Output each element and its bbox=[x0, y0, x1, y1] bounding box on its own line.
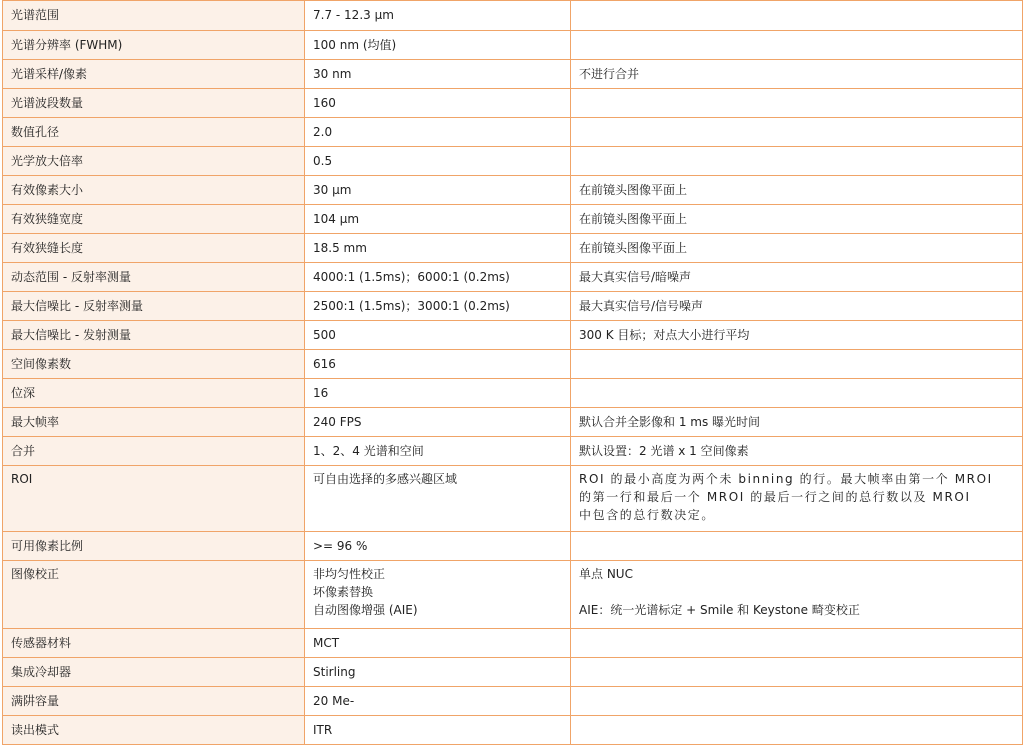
spec-note bbox=[571, 118, 1023, 147]
spec-value: 16 bbox=[305, 379, 571, 408]
table-row bbox=[3, 350, 1023, 379]
spec-label: 图像校正 bbox=[3, 561, 305, 629]
value-line: 非均匀性校正 bbox=[313, 567, 386, 581]
spec-note: 不进行合并 bbox=[571, 60, 1023, 89]
table-row bbox=[3, 687, 1023, 716]
spec-note: 300 K 目标；对点大小进行平均 bbox=[571, 321, 1023, 350]
spec-label: 光谱波段数量 bbox=[3, 89, 305, 118]
spec-value: 7.7 - 12.3 µm bbox=[305, 1, 571, 31]
spec-label: 最大信噪比 - 反射率测量 bbox=[3, 292, 305, 321]
spec-note bbox=[571, 31, 1023, 60]
spec-label: 可用像素比例 bbox=[3, 532, 305, 561]
spec-note bbox=[571, 532, 1023, 561]
spec-note: 默认合并全影像和 1 ms 曝光时间 bbox=[571, 408, 1023, 437]
spec-note bbox=[571, 629, 1023, 658]
table-row bbox=[3, 321, 1023, 350]
spec-value bbox=[305, 561, 571, 629]
spec-label: 集成冷却器 bbox=[3, 658, 305, 687]
note-line: 中包含的总行数决定。 bbox=[579, 508, 716, 522]
spec-value: 1、2、4 光谱和空间 bbox=[305, 437, 571, 466]
spec-label: 位深 bbox=[3, 379, 305, 408]
spec-value: 616 bbox=[305, 350, 571, 379]
spec-sheet bbox=[2, 0, 1022, 745]
spec-value: 240 FPS bbox=[305, 408, 571, 437]
spec-value: 500 bbox=[305, 321, 571, 350]
value-line: 坏像素替换 bbox=[313, 585, 374, 599]
spec-value: 2500:1 (1.5ms)；3000:1 (0.2ms) bbox=[305, 292, 571, 321]
table-row-roi bbox=[3, 466, 1023, 532]
spec-label: 传感器材料 bbox=[3, 629, 305, 658]
note-gap bbox=[579, 583, 1014, 601]
spec-label: 空间像素数 bbox=[3, 350, 305, 379]
spec-label: 数值孔径 bbox=[3, 118, 305, 147]
spec-note bbox=[571, 379, 1023, 408]
spec-note bbox=[571, 658, 1023, 687]
spec-label: 有效狭缝长度 bbox=[3, 234, 305, 263]
spec-note bbox=[571, 687, 1023, 716]
spec-label: 光谱范围 bbox=[3, 1, 305, 31]
note-line: ROI 的最小高度为两个未 binning 的行。最大帧率由第一个 MROI bbox=[579, 472, 993, 486]
spec-label: 光谱采样/像素 bbox=[3, 60, 305, 89]
note-line: 的第一行和最后一个 MROI 的最后一行之间的总行数以及 MROI bbox=[579, 490, 971, 504]
table-row bbox=[3, 1, 1023, 31]
spec-note: 在前镜头图像平面上 bbox=[571, 176, 1023, 205]
table-row bbox=[3, 89, 1023, 118]
spec-label: 最大信噪比 - 发射测量 bbox=[3, 321, 305, 350]
spec-note bbox=[571, 716, 1023, 745]
spec-label: 最大帧率 bbox=[3, 408, 305, 437]
table-row bbox=[3, 716, 1023, 745]
table-row bbox=[3, 437, 1023, 466]
spec-label: 有效像素大小 bbox=[3, 176, 305, 205]
spec-value: ITR bbox=[305, 716, 571, 745]
spec-value: 20 Me- bbox=[305, 687, 571, 716]
spec-value: 4000:1 (1.5ms)；6000:1 (0.2ms) bbox=[305, 263, 571, 292]
spec-value: 30 µm bbox=[305, 176, 571, 205]
spec-note: 在前镜头图像平面上 bbox=[571, 205, 1023, 234]
spec-label: ROI bbox=[3, 466, 305, 532]
spec-note: 最大真实信号/信号噪声 bbox=[571, 292, 1023, 321]
spec-value: 160 bbox=[305, 89, 571, 118]
spec-label: 动态范围 - 反射率测量 bbox=[3, 263, 305, 292]
table-row bbox=[3, 263, 1023, 292]
spec-value: Stirling bbox=[305, 658, 571, 687]
spec-label: 光谱分辨率 (FWHM) bbox=[3, 31, 305, 60]
spec-note bbox=[571, 466, 1023, 532]
spec-value: 104 µm bbox=[305, 205, 571, 234]
spec-value: 可自由选择的多感兴趣区域 bbox=[305, 466, 571, 532]
spec-label: 合并 bbox=[3, 437, 305, 466]
spec-note bbox=[571, 1, 1023, 31]
note-line: 单点 NUC bbox=[579, 567, 633, 581]
spec-value: >= 96 % bbox=[305, 532, 571, 561]
spec-note bbox=[571, 350, 1023, 379]
spec-note bbox=[571, 561, 1023, 629]
value-line: 自动图像增强 (AIE) bbox=[313, 603, 418, 617]
table-row bbox=[3, 176, 1023, 205]
table-row bbox=[3, 60, 1023, 89]
spec-value: 18.5 mm bbox=[305, 234, 571, 263]
table-row bbox=[3, 118, 1023, 147]
note-line: AIE：统一光谱标定 + Smile 和 Keystone 畸变校正 bbox=[579, 603, 860, 617]
spec-label: 满阱容量 bbox=[3, 687, 305, 716]
spec-value: 2.0 bbox=[305, 118, 571, 147]
table-row bbox=[3, 31, 1023, 60]
table-row bbox=[3, 292, 1023, 321]
spec-label: 读出模式 bbox=[3, 716, 305, 745]
spec-note: 默认设置：2 光谱 x 1 空间像素 bbox=[571, 437, 1023, 466]
spec-note bbox=[571, 89, 1023, 118]
table-row bbox=[3, 205, 1023, 234]
spec-value: 100 nm (均值) bbox=[305, 31, 571, 60]
table-row-correction bbox=[3, 561, 1023, 629]
table-row bbox=[3, 379, 1023, 408]
spec-table bbox=[2, 0, 1023, 745]
spec-value: 30 nm bbox=[305, 60, 571, 89]
spec-note: 最大真实信号/暗噪声 bbox=[571, 263, 1023, 292]
table-row bbox=[3, 658, 1023, 687]
spec-value: MCT bbox=[305, 629, 571, 658]
table-row bbox=[3, 147, 1023, 176]
table-row bbox=[3, 629, 1023, 658]
table-row bbox=[3, 408, 1023, 437]
spec-label: 有效狭缝宽度 bbox=[3, 205, 305, 234]
table-row bbox=[3, 532, 1023, 561]
spec-note: 在前镜头图像平面上 bbox=[571, 234, 1023, 263]
spec-note bbox=[571, 147, 1023, 176]
spec-label: 光学放大倍率 bbox=[3, 147, 305, 176]
spec-value: 0.5 bbox=[305, 147, 571, 176]
table-row bbox=[3, 234, 1023, 263]
